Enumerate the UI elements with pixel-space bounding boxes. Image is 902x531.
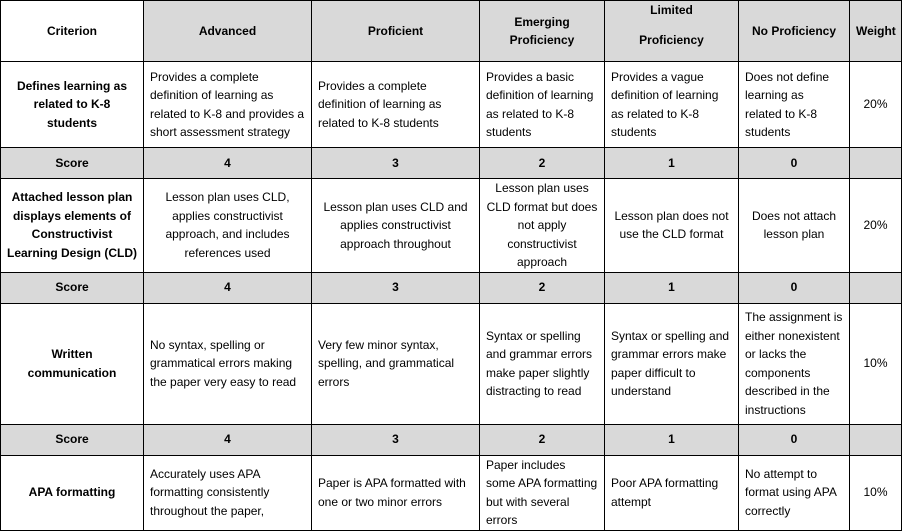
emerging-cell: Syntax or spelling and grammar errors make paper slightly distracting to read — [480, 303, 605, 424]
score-proficient: 3 — [312, 148, 480, 179]
score-row — [1, 272, 902, 303]
emerging-cell: Paper includes some APA formatting but with several errors — [480, 455, 605, 530]
emerging-cell: Lesson plan uses CLD format but does not apply constructivist approach — [480, 179, 605, 273]
weight-cell: 10% — [850, 455, 902, 530]
header-limited — [605, 1, 739, 62]
score-emerging: 2 — [480, 272, 605, 303]
criterion-row — [1, 179, 902, 273]
weight-cell: 10% — [850, 303, 902, 424]
header-criterion: Criterion — [1, 1, 144, 62]
advanced-cell: No syntax, spelling or grammatical errors making the paper very easy to read — [144, 303, 312, 424]
criterion-row — [1, 62, 902, 148]
header-advanced: Advanced — [144, 1, 312, 62]
proficient-cell: Paper is APA formatted with one or two minor errors — [312, 455, 480, 530]
score-label: Score — [1, 148, 144, 179]
score-limited: 1 — [605, 272, 739, 303]
criterion-cell: Attached lesson plan displays elements of Constructivist Learning Design (CLD) — [1, 179, 144, 273]
score-none: 0 — [739, 272, 850, 303]
no-proficiency-cell: The assignment is either nonexistent or lacks the components described in the instructions — [739, 303, 850, 424]
proficient-cell: Very few minor syntax, spelling, and grammatical errors — [312, 303, 480, 424]
no-proficiency-cell: Does not define learning as related to K-8 students — [739, 62, 850, 148]
score-emerging: 2 — [480, 424, 605, 455]
header-no-proficiency: No Proficiency — [739, 1, 850, 62]
score-advanced: 4 — [144, 148, 312, 179]
criterion-row — [1, 303, 902, 424]
weight-cell: 20% — [850, 179, 902, 273]
limited-cell: Lesson plan does not use the CLD format — [605, 179, 739, 273]
score-none: 0 — [739, 148, 850, 179]
criterion-cell: Defines learning as related to K-8 students — [1, 62, 144, 148]
score-proficient: 3 — [312, 272, 480, 303]
score-emerging: 2 — [480, 148, 605, 179]
proficient-cell: Provides a complete definition of learning as related to K-8 students — [312, 62, 480, 148]
criterion-cell: APA formatting — [1, 455, 144, 530]
header-proficient: Proficient — [312, 1, 480, 62]
header-row — [1, 1, 902, 62]
advanced-cell: Accurately uses APA formatting consistently throughout the paper, — [144, 455, 312, 530]
score-weight-blank — [850, 272, 902, 303]
advanced-cell: Provides a complete definition of learning as related to K-8 and provides a short assessment strategy — [144, 62, 312, 148]
score-weight-blank — [850, 148, 902, 179]
score-proficient: 3 — [312, 424, 480, 455]
score-row — [1, 148, 902, 179]
limited-cell: Syntax or spelling and grammar errors make paper difficult to understand — [605, 303, 739, 424]
emerging-cell: Provides a basic definition of learning as related to K-8 students — [480, 62, 605, 148]
score-limited: 1 — [605, 424, 739, 455]
score-advanced: 4 — [144, 272, 312, 303]
proficient-cell: Lesson plan uses CLD and applies constructivist approach throughout — [312, 179, 480, 273]
no-proficiency-cell: No attempt to format using APA correctly — [739, 455, 850, 530]
criterion-row — [1, 455, 902, 530]
score-label: Score — [1, 272, 144, 303]
score-label: Score — [1, 424, 144, 455]
limited-cell: Provides a vague definition of learning as related to K-8 students — [605, 62, 739, 148]
header-emerging: Emerging Proficiency — [480, 1, 605, 62]
header-limited-line1: Limited — [650, 3, 693, 17]
no-proficiency-cell: Does not attach lesson plan — [739, 179, 850, 273]
score-advanced: 4 — [144, 424, 312, 455]
score-row — [1, 424, 902, 455]
criterion-cell: Written communication — [1, 303, 144, 424]
score-none: 0 — [739, 424, 850, 455]
score-weight-blank — [850, 424, 902, 455]
score-limited: 1 — [605, 148, 739, 179]
advanced-cell: Lesson plan uses CLD, applies constructivist approach, and includes references used — [144, 179, 312, 273]
weight-cell: 20% — [850, 62, 902, 148]
limited-cell: Poor APA formatting attempt — [605, 455, 739, 530]
header-weight: Weight — [850, 1, 902, 62]
header-limited-line2: Proficiency — [639, 33, 704, 47]
